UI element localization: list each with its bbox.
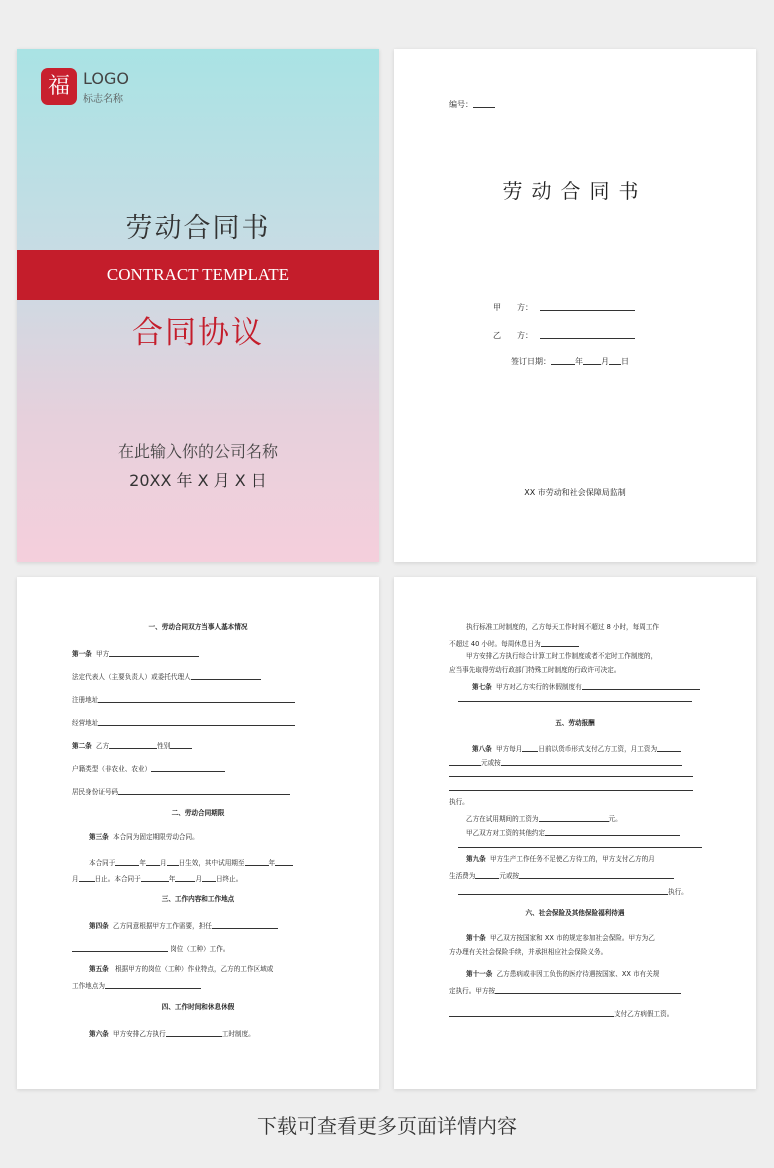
article-5-cont <box>72 979 201 991</box>
article-text: 工作地点为 <box>72 982 105 990</box>
article-label: 第三条 <box>89 833 109 841</box>
blank-line <box>458 885 668 895</box>
blank-line <box>151 762 225 772</box>
sign-date-line <box>511 355 629 367</box>
blank-line <box>540 329 635 339</box>
term-text: 月 <box>159 859 167 867</box>
blank-line <box>167 856 179 866</box>
article-label: 第十条 <box>466 934 486 942</box>
article-text: 本合同为固定期限劳动合同。 <box>112 833 199 841</box>
section-heading: 六、社会保险及其他保险福利待遇 <box>525 909 625 917</box>
blank-line <box>458 701 692 702</box>
blank-line <box>475 869 499 879</box>
article-label: 第五条 <box>89 965 109 973</box>
article-10 <box>466 934 655 943</box>
sign-date-label: 签订日期： <box>511 357 551 366</box>
section-heading: 二、劳动合同期限 <box>171 809 225 817</box>
contract-number-label: 编号： <box>449 100 473 109</box>
article-text: 乙方同意根据甲方工作需要，担任 <box>112 922 212 930</box>
company-name: 在此输入你的公司名称 <box>117 442 278 461</box>
article-text: 甲方每月 <box>495 745 523 753</box>
term-line-cont <box>72 872 242 884</box>
article-4 <box>89 919 278 931</box>
cover-title: 劳动合同书 <box>125 213 271 244</box>
cover-page <box>17 49 379 562</box>
blank-line <box>191 670 261 680</box>
article-label: 第二条 <box>72 742 92 750</box>
cover-date: 20XX 年 X 月 X 日 <box>129 471 267 490</box>
blank-line <box>657 742 681 752</box>
blank-line <box>146 856 160 866</box>
article-text: 岗位（工种）工作。 <box>170 945 230 953</box>
article-text: 甲方安排乙方执行 <box>112 1030 166 1038</box>
blank-line <box>166 1027 222 1037</box>
term-text: 月 <box>72 875 79 883</box>
blank-line <box>501 756 682 766</box>
field-label: 法定代表人（主要负责人）或委托代理人 <box>72 673 191 681</box>
article-8 <box>472 742 681 754</box>
field-label: 居民身份证号码 <box>72 788 119 796</box>
blank-line <box>473 98 495 108</box>
article-11 <box>466 970 659 979</box>
hukou-line <box>72 762 225 774</box>
party-b-label: 乙 方： <box>493 331 533 340</box>
day-label: 日 <box>621 357 629 366</box>
blank-line <box>72 942 168 952</box>
term-text: 日终止。 <box>215 875 243 883</box>
article-9-cont <box>449 869 674 881</box>
probation-wage <box>466 812 622 824</box>
blank-line <box>541 637 579 647</box>
article-label: 第六条 <box>89 1030 109 1038</box>
article-9-exec <box>458 885 688 897</box>
field-label: 性别 <box>157 742 171 750</box>
blank-line <box>118 785 290 795</box>
article-text: 根据甲方的岗位（工种）作业特点，乙方的工作区域或 <box>115 965 274 973</box>
article-3 <box>89 833 199 842</box>
paragraph-text: 甲乙双方对工资的其他约定 <box>466 829 546 837</box>
article-text: 元或按 <box>499 872 520 880</box>
party-a-line <box>493 301 635 313</box>
section-heading: 一、劳动合同双方当事人基本情况 <box>148 623 248 631</box>
section-heading: 四、工作时间和休息休假 <box>161 1003 235 1011</box>
blank-line <box>98 716 295 726</box>
blank-line <box>170 739 192 749</box>
blank-line <box>275 856 293 866</box>
blank-line <box>175 872 195 882</box>
article-text: 甲乙双方按国家和 XX 市的规定参加社会保险。甲方为乙 <box>489 934 655 942</box>
blank-line <box>540 301 635 311</box>
bottom-caption: 下载可查看更多页面详情内容 <box>257 1114 517 1138</box>
blank-line <box>449 776 693 777</box>
cover-subtitle: 合同协议 <box>132 315 264 351</box>
article-10-cont: 方办理有关社会保险手续，并承担相应社会保险义务。 <box>449 948 608 956</box>
article-4-cont <box>72 942 229 954</box>
contract-number <box>449 98 495 110</box>
logo-icon: 福 <box>41 68 77 105</box>
blank-line <box>79 872 95 882</box>
article-text: 定执行。甲方按 <box>449 987 496 995</box>
term-line <box>89 856 293 868</box>
field-label: 户籍类型（非农业、农业） <box>72 765 152 773</box>
paragraph-line: 应当事先取得劳动行政部门特殊工时制度的行政许可决定。 <box>449 666 621 674</box>
article-text: 甲方 <box>95 650 110 658</box>
blank-line <box>545 826 680 836</box>
article-8-cont <box>449 756 682 768</box>
blank-line <box>109 647 199 657</box>
section-heading: 三、工作内容和工作地点 <box>161 895 235 903</box>
article-text: 元或按 <box>481 759 501 767</box>
paragraph-line: 执行标准工时制度的，乙方每天工作时间不超过 8 小时，每周工作 <box>466 623 660 631</box>
article-label: 第十一条 <box>466 970 493 978</box>
article-2 <box>72 739 192 751</box>
paragraph-text: 乙方在试用期间的工资为 <box>466 815 539 823</box>
logo-text: LOGO <box>83 69 129 88</box>
party-b-line <box>493 329 635 341</box>
term-text: 本合同于 <box>89 859 116 867</box>
cover-band-text: CONTRACT TEMPLATE <box>106 265 290 284</box>
article-text: 支付乙方病假工资。 <box>614 1010 674 1018</box>
contract-body-page-1 <box>17 577 379 1089</box>
execute-text: 执行。 <box>449 798 469 806</box>
blank-line <box>449 756 481 766</box>
article-1 <box>72 647 199 659</box>
blank-line <box>551 355 575 365</box>
paragraph-text: 不超过 40 小时。每周休息日为 <box>449 640 541 648</box>
field-label: 经营地址 <box>72 719 99 727</box>
paragraph-line: 甲方安排乙方执行综合计算工时工作制度或者不定时工作制度的， <box>466 652 658 660</box>
article-9 <box>466 855 655 864</box>
article-5 <box>89 965 273 974</box>
blank-line <box>539 812 609 822</box>
article-text: 执行。 <box>668 888 688 896</box>
term-text: 日止。本合同于 <box>94 875 141 883</box>
article-text: 甲方对乙方实行的休假制度有 <box>495 683 582 691</box>
blank-line <box>115 856 139 866</box>
id-number-line <box>72 785 290 797</box>
month-label: 月 <box>601 357 609 366</box>
cover-band <box>17 250 379 300</box>
blank-line <box>105 979 201 989</box>
term-text: 日生效，其中试用期至 <box>178 859 245 867</box>
article-label: 第九条 <box>466 855 486 863</box>
blank-line <box>449 1007 614 1017</box>
article-text: 乙方患病或非因工负伤的医疗待遇按国家、XX 市有关规 <box>496 970 660 978</box>
blank-line <box>583 355 601 365</box>
blank-line <box>141 872 169 882</box>
paragraph-line <box>449 637 579 649</box>
article-11-cont <box>449 984 681 996</box>
blank-line <box>98 693 295 703</box>
field-label: 注册地址 <box>72 696 99 704</box>
issuer-footer: XX 市劳动和社会保障局监制 <box>524 488 626 497</box>
blank-line <box>109 739 157 749</box>
blank-line <box>495 984 681 994</box>
section-heading: 五、劳动报酬 <box>555 719 595 727</box>
article-label: 第七条 <box>472 683 492 691</box>
article-11-sick-pay <box>449 1007 673 1019</box>
article-text: 生活费为 <box>449 872 476 880</box>
term-text: 年 <box>168 875 176 883</box>
term-text: 月 <box>195 875 202 883</box>
title-page <box>394 49 756 562</box>
blank-line <box>212 919 278 929</box>
registered-address-line <box>72 693 295 705</box>
blank-line <box>202 872 216 882</box>
article-6 <box>89 1027 255 1039</box>
contract-body-page-2 <box>394 577 756 1089</box>
article-text: 甲方生产工作任务不足使乙方待工的，甲方支付乙方的月 <box>489 855 655 863</box>
blank-line <box>582 680 700 690</box>
article-7 <box>472 680 700 692</box>
article-label: 第八条 <box>472 745 492 753</box>
business-address-line <box>72 716 295 728</box>
term-text: 年 <box>268 859 276 867</box>
article-label: 第一条 <box>72 650 92 658</box>
blank-line <box>245 856 269 866</box>
blank-line <box>458 847 702 848</box>
party-a-label: 甲 方： <box>493 303 533 312</box>
year-label: 年 <box>575 357 583 366</box>
paragraph-text: 元。 <box>608 815 622 823</box>
contract-title: 劳动合同书 <box>502 179 648 203</box>
article-text: 日前以货币形式支付乙方工资，月工资为 <box>538 745 658 753</box>
article-label: 第四条 <box>89 922 109 930</box>
blank-line <box>519 869 674 879</box>
blank-line <box>609 355 621 365</box>
article-text: 工时制度。 <box>221 1030 255 1038</box>
other-agreement <box>466 826 680 838</box>
representative-line <box>72 670 261 682</box>
logo-subtitle: 标志名称 <box>83 94 123 105</box>
term-text: 年 <box>139 859 146 867</box>
blank-line <box>522 742 538 752</box>
blank-line <box>449 790 693 791</box>
article-text: 乙方 <box>95 742 110 750</box>
